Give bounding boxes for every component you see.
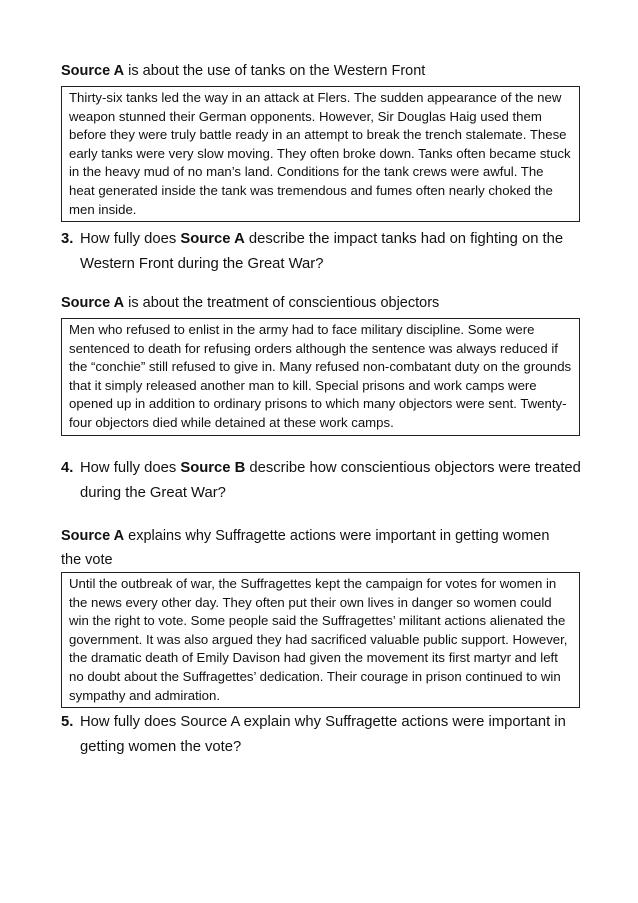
source-box-objectors (61, 318, 580, 436)
source-intro-text: explains why Suffragette actions were important in getting women the vote (61, 528, 550, 568)
question-text: How fully does Source A describe the impact tanks had on fighting on the Western Front during the Great War? (80, 231, 564, 272)
source-intro-suffragettes (61, 524, 571, 572)
question-number: 5. (61, 714, 74, 730)
source-text: Thirty-six tanks led the way in an attack at Flers. The sudden appearance of the new weapon stunned their German opponents. However, Sir Douglas Haig used them before they were truly battle ready in an attempt to break the trench stalemate. These early tanks were very slow moving. They often broke down. Tanks often became stuck in the heavy mud of no man’s land. Conditions for the tank crews were awful. The heat generated inside the tank was tremendous and fumes often nearly choked the men inside. (69, 90, 571, 217)
question-source-label: Source B (180, 460, 246, 476)
question-number: 4. (61, 460, 74, 476)
source-intro-objectors (61, 291, 581, 315)
source-intro-tanks (61, 59, 581, 83)
question-4 (61, 456, 591, 505)
question-number: 3. (61, 231, 74, 247)
question-text: How fully does Source A explain why Suffragette actions were important in getting women the vote? (80, 714, 566, 755)
source-intro-text: is about the treatment of conscientious objectors (124, 295, 440, 311)
source-intro-text: is about the use of tanks on the Western Front (124, 63, 426, 79)
question-text: How fully does Source B describe how conscientious objectors were treated during the Great War? (80, 460, 581, 501)
source-text: Men who refused to enlist in the army had to face military discipline. Some were sentenced to death for refusing orders although the sentence was always reduced if the “conchie” still refused to give in. Many refused non-combatant duty on the grounds that it simply released another man to kill. Special prisons and work camps were opened up in addition to ordinary prisons to which many objectors were sent. Twenty-four objectors died while detained at these work camps. (69, 322, 572, 430)
question-3 (61, 227, 591, 276)
source-text: Until the outbreak of war, the Suffragettes kept the campaign for votes for women in the news every other day. They often put their own lives in danger so women could win the right to vote. Some people said the Suffragettes’ militant actions alienated the government. It was also argued they had sacrificed valuable public support. However, the dramatic death of Emily Davison had given the movement its first martyr and left no doubt about the Suffragettes’ dedication. Their courage in prison continued to win sympathy and admiration. (69, 576, 568, 703)
source-label: Source A (61, 295, 125, 311)
question-source-label: Source A (180, 231, 245, 247)
source-label: Source A (61, 528, 125, 544)
question-5 (61, 710, 591, 759)
source-box-tanks (61, 86, 580, 222)
source-box-suffragettes (61, 572, 580, 708)
source-label: Source A (61, 63, 125, 79)
